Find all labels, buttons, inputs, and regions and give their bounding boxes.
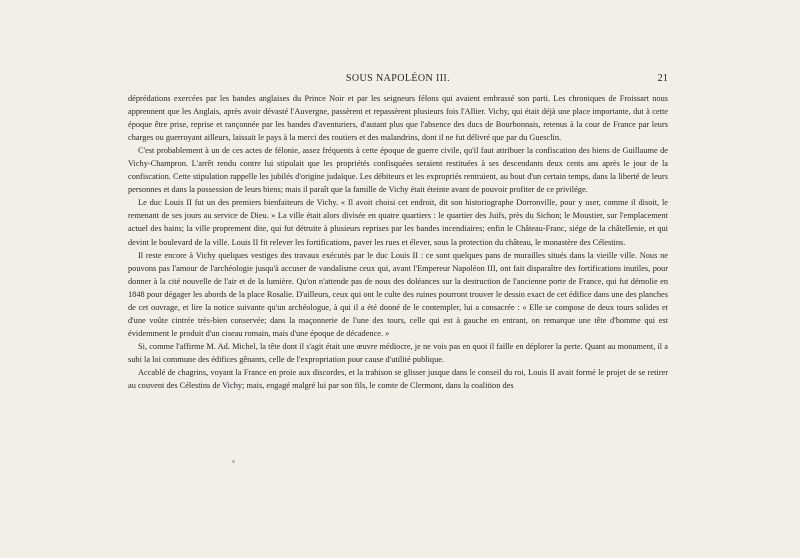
paragraph: Le duc Louis II fut un des premiers bienfaiteurs de Vichy. « Il avoit choisi cet endroit, dit son historiographe Dorronville, pour y user, comme il disoit, le remenant de ses jours au service de Dieu. » La ville était alors divisée en quatre quartiers : le quartier des Juifs, près du Sichon; le Moustier, sur l'emplacement actuel des bains; la ville proprement dite, qui fut détruite à plusieurs reprises par les bandes incendiaires; enfin le Château-Franc, siége de la châtellenie, et qui devint le boulevard de la ville. Louis II fit relever les fortifications, paver les rues et élever, sous la protection du château, le monastère des Célestins. [128,198,668,247]
paragraph: Accablé de chagrins, voyant la France en proie aux discordes, et la trahison se glisser jusque dans le conseil du roi, Louis II avait formé le projet de se retirer au couvent des Célestins de Vichy; mais, engagé malgré lui par son fils, le comte de Clermont, dans la coalition des [128,367,668,391]
body-text [128,92,668,392]
page-number: 21 [657,73,668,84]
paragraph: Si, comme l'affirme M. Ad. Michel, la tête dont il s'agit était une œuvre médiocre, je ne vois pas en quoi il faille en déplorer la perte. Quant au monument, il a subi la loi commune des édifices gênants, celle de l'expropriation pour cause d'utilité publique. [128,341,668,364]
page-header [128,73,668,87]
paragraph: déprédations exercées par les bandes anglaises du Prince Noir et par les seigneurs félons qui avaient embrassé son parti. Les chroniques de Froissart nous apprennent que les Anglais, après avoir dévasté l'Auvergne, passèrent et repassèrent plusieurs fois l'Allier. Vichy, qui était déjà une place importante, dut à cette époque être prise, reprise et rançonnée par les bandes d'aventuriers, d'autant plus que l'absence des ducs de Bourbonnais, retenus à la cour de France par leurs charges ou guerroyant ailleurs, laissait le pays à la merci des routiers et des malandrins, dont il ne fut délivré que par du Guesclin. [128,94,668,143]
paper-speck [232,460,235,463]
running-title: SOUS NAPOLÉON III. [345,73,451,84]
paragraph: C'est probablement à un de ces actes de félonie, assez fréquents à cette époque de guerre civile, qu'il faut attribuer la confiscation des biens de Guillaume de Vichy-Champron. L'arrêt rendu contre lui stipulait que les propriétés confisquées seraient restituées à ses descendants deux cents ans après le jour de la confiscation. Cette stipulation rappelle les jubilés d'origine judaïque. Les débiteurs et les expropriés rentraient, au bout d'un certain temps, dans la liberté de leurs personnes et dans la possession de leurs biens; mais il paraît que la famille de Vichy était éteinte avant de pouvoir profiter de ce privilége. [128,146,668,195]
paragraph: Il reste encore à Vichy quelques vestiges des travaux exécutés par le duc Louis II : ce sont quelques pans de murailles situés dans la vieille ville. Nous ne pouvons pas l'amour de l'archéologie jusqu'à accuser de vandalisme ceux qui, avant l'Empereur Napoléon III, ont fait disparaître des fortifications inutiles, pour donner à la cité nouvelle de l'air et de la lumière. Qu'on n'attende pas de nous des doléances sur la destruction de l'ancienne porte de France, qui fut démolie en 1848 pour dégager les abords de la place Rosalie. D'ailleurs, ceux qui ont le culte des ruines pourront trouver le dessin exact de cet édifice dans une des planches de cet ouvrage, et lire la notice suivante qu'un archéologue, à qui il a été donné de le contempler, lui a consacrée : « Elle se compose de deux tours solides et d'une voûte cintrée très-bien conservée; dans la maçonnerie de l'une des tours, celle qui est à gauche en entrant, on remarque une tête d'homme qui est évidemment le produit d'un ciseau romain, mais d'une époque de décadence. » [128,250,668,338]
